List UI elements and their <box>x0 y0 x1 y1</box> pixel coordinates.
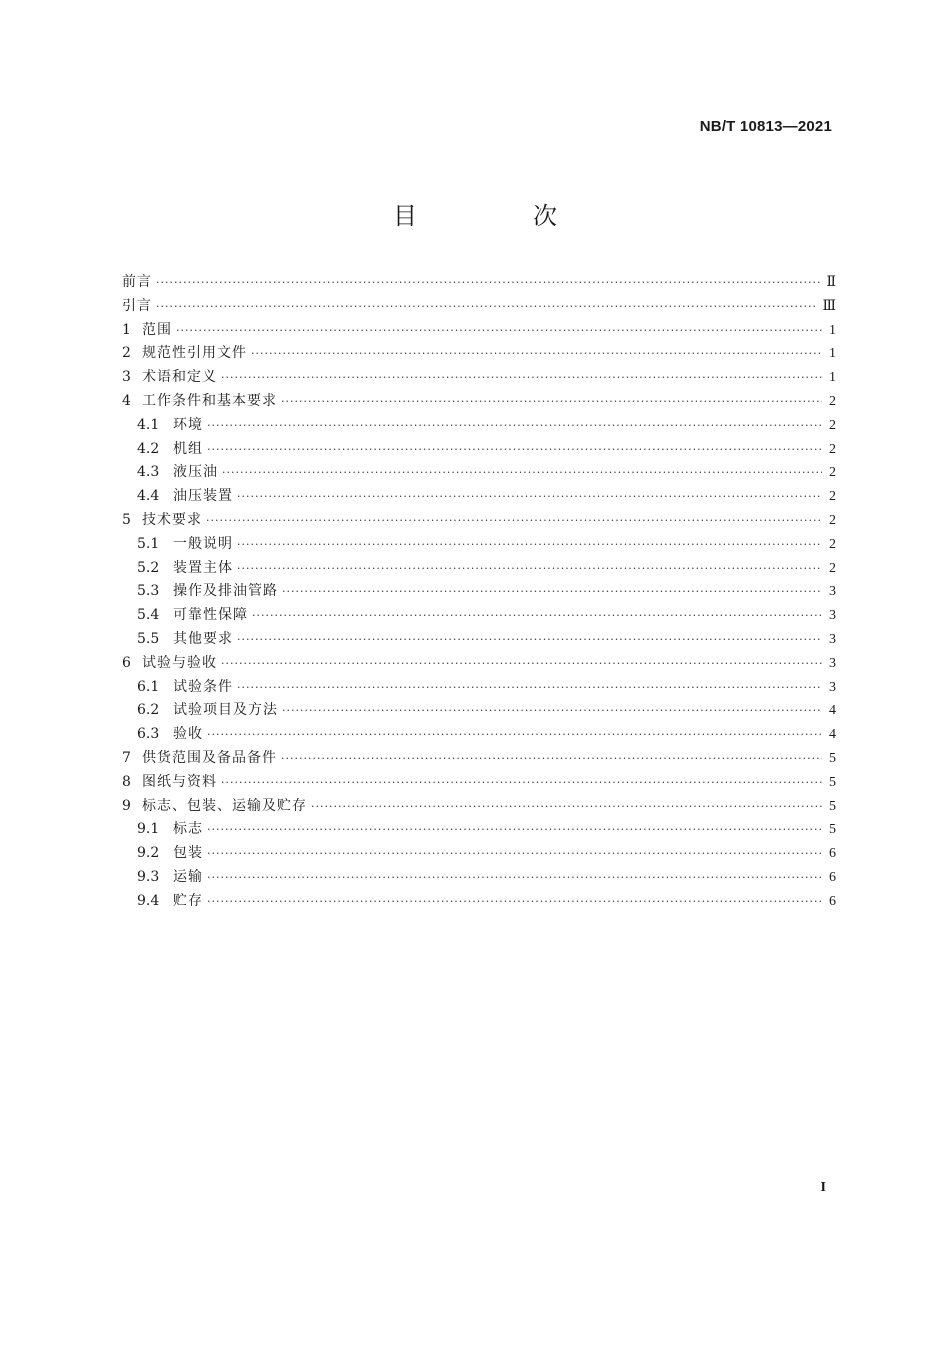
table-of-contents <box>122 271 836 914</box>
toc-entry-label: 工作条件和基本要求 <box>142 392 277 409</box>
toc-entry-page: 2 <box>829 512 836 528</box>
toc-entry[interactable] <box>122 795 836 819</box>
toc-entry-number: 1 <box>122 321 131 338</box>
toc-entry[interactable] <box>122 628 836 652</box>
toc-entry-number: 5.1 <box>137 535 160 552</box>
toc-entry-number: 8 <box>122 773 131 790</box>
toc-entry-page: 6 <box>829 846 836 862</box>
toc-entry-number: 6 <box>122 654 131 671</box>
toc-dot-leader <box>251 342 822 366</box>
toc-entry[interactable] <box>122 366 836 390</box>
toc-entry[interactable] <box>122 390 836 414</box>
toc-entry-page: 2 <box>829 489 836 505</box>
toc-entry-page: 4 <box>829 703 836 719</box>
toc-entry-page: 3 <box>829 679 836 695</box>
toc-entry-page: 4 <box>829 727 836 743</box>
toc-entry-number: 5.5 <box>137 630 160 647</box>
toc-entry[interactable] <box>122 676 836 700</box>
toc-entry-number: 4.2 <box>137 440 160 457</box>
toc-entry[interactable] <box>122 342 836 366</box>
toc-entry[interactable] <box>122 723 836 747</box>
toc-entry-page: 2 <box>829 465 836 481</box>
toc-entry-label: 术语和定义 <box>142 369 217 386</box>
toc-entry-number: 9 <box>122 797 131 814</box>
toc-entry-number: 5.2 <box>137 559 160 576</box>
toc-entry-label: 引言 <box>122 297 152 314</box>
toc-entry-page: 2 <box>829 560 836 576</box>
toc-entry-number: 5.4 <box>137 607 160 624</box>
toc-entry-number: 9.1 <box>137 821 160 838</box>
toc-entry-number: 7 <box>122 749 131 766</box>
toc-entry-label: 规范性引用文件 <box>142 345 247 362</box>
toc-entry-label: 标志、包装、运输及贮存 <box>142 797 307 814</box>
toc-entry-page: 5 <box>829 822 836 838</box>
toc-entry-label: 贮存 <box>173 892 203 909</box>
toc-dot-leader <box>237 628 822 652</box>
toc-entry-label: 装置主体 <box>173 559 233 576</box>
toc-entry-page: 2 <box>829 417 836 433</box>
toc-dot-leader <box>311 795 822 819</box>
toc-entry[interactable] <box>122 509 836 533</box>
toc-entry-label: 油压装置 <box>173 488 233 505</box>
toc-entry[interactable] <box>122 271 836 295</box>
toc-entry[interactable] <box>122 818 836 842</box>
toc-entry[interactable] <box>122 866 836 890</box>
toc-entry-label: 一般说明 <box>173 535 233 552</box>
toc-dot-leader <box>207 414 822 438</box>
toc-entry-label: 供货范围及备品备件 <box>142 749 277 766</box>
toc-entry[interactable] <box>122 580 836 604</box>
toc-entry-page: Ⅱ <box>826 275 836 290</box>
toc-entry-number: 3 <box>122 369 131 386</box>
toc-entry[interactable] <box>122 699 836 723</box>
toc-entry-page: 3 <box>829 608 836 624</box>
page-number: I <box>820 1180 826 1195</box>
toc-entry-number: 4.3 <box>137 464 160 481</box>
toc-entry-page: 2 <box>829 393 836 409</box>
toc-entry[interactable] <box>122 842 836 866</box>
toc-entry-label: 可靠性保障 <box>173 607 248 624</box>
toc-entry-label: 试验项目及方法 <box>173 702 278 719</box>
toc-entry-page: 1 <box>829 346 836 362</box>
toc-dot-leader <box>156 271 822 295</box>
toc-entry[interactable] <box>122 771 836 795</box>
toc-entry-number: 9.4 <box>137 892 160 909</box>
toc-entry[interactable] <box>122 485 836 509</box>
toc-entry-page: 1 <box>829 370 836 386</box>
toc-dot-leader <box>221 771 822 795</box>
toc-dot-leader <box>237 485 822 509</box>
toc-entry-number: 9.3 <box>137 868 160 885</box>
toc-entry-number: 4.1 <box>137 416 160 433</box>
toc-entry-page: 2 <box>829 441 836 457</box>
toc-entry-number: 4.4 <box>137 488 160 505</box>
toc-entry-number: 6.1 <box>137 678 160 695</box>
toc-entry-label: 操作及排油管路 <box>173 583 278 600</box>
toc-entry-number: 6.3 <box>137 726 160 743</box>
toc-dot-leader <box>237 676 822 700</box>
toc-entry[interactable] <box>122 319 836 343</box>
toc-entry-number: 6.2 <box>137 702 160 719</box>
toc-dot-leader <box>282 699 822 723</box>
toc-dot-leader <box>221 366 822 390</box>
toc-entry[interactable] <box>122 890 836 914</box>
toc-dot-leader <box>237 533 822 557</box>
toc-dot-leader <box>176 319 822 343</box>
toc-entry-label: 标志 <box>173 821 203 838</box>
toc-entry-number: 2 <box>122 345 131 362</box>
toc-entry-label: 验收 <box>173 726 203 743</box>
toc-entry-label: 运输 <box>173 868 203 885</box>
toc-entry-page: 3 <box>829 584 836 600</box>
toc-entry-label: 试验与验收 <box>142 654 217 671</box>
toc-entry-page: 3 <box>829 631 836 647</box>
toc-entry-page: 1 <box>829 322 836 338</box>
toc-entry[interactable] <box>122 652 836 676</box>
toc-entry-page: 2 <box>829 536 836 552</box>
toc-entry[interactable] <box>122 604 836 628</box>
toc-entry-number: 5 <box>122 511 131 528</box>
page-title: 目 次 <box>393 202 603 230</box>
toc-dot-leader <box>207 890 822 914</box>
toc-entry-page: 5 <box>829 750 836 766</box>
standard-code: NB/T 10813—2021 <box>699 118 832 135</box>
toc-entry[interactable] <box>122 747 836 771</box>
toc-entry[interactable] <box>122 295 836 319</box>
toc-entry-label: 机组 <box>173 440 203 457</box>
toc-dot-leader <box>221 652 822 676</box>
toc-entry-page: 6 <box>829 893 836 909</box>
toc-entry-number: 4 <box>122 392 131 409</box>
toc-dot-leader <box>207 438 822 462</box>
toc-dot-leader <box>206 509 822 533</box>
toc-entry-number: 9.2 <box>137 845 160 862</box>
toc-entry-label: 范围 <box>142 321 172 338</box>
toc-entry[interactable] <box>122 533 836 557</box>
toc-entry-label: 前言 <box>122 274 152 290</box>
toc-entry-page: Ⅲ <box>822 298 836 314</box>
toc-dot-leader <box>207 842 822 866</box>
toc-dot-leader <box>207 866 822 890</box>
toc-entry-label: 技术要求 <box>142 511 202 528</box>
toc-dot-leader <box>156 295 818 319</box>
toc-entry-number: 5.3 <box>137 583 160 600</box>
toc-entry-page: 6 <box>829 869 836 885</box>
toc-entry-label: 环境 <box>173 416 203 433</box>
toc-entry-page: 5 <box>829 774 836 790</box>
toc-entry[interactable] <box>122 438 836 462</box>
toc-dot-leader <box>207 723 822 747</box>
toc-dot-leader <box>222 461 822 485</box>
toc-dot-leader <box>281 390 822 414</box>
toc-entry-label: 其他要求 <box>173 630 233 647</box>
toc-dot-leader <box>207 818 822 842</box>
toc-dot-leader <box>281 747 822 771</box>
toc-entry-page: 3 <box>829 655 836 671</box>
toc-dot-leader <box>252 604 822 628</box>
toc-entry[interactable] <box>122 557 836 581</box>
toc-entry-label: 图纸与资料 <box>142 773 217 790</box>
toc-entry-page: 5 <box>829 798 836 814</box>
toc-entry[interactable] <box>122 414 836 438</box>
toc-entry-label: 包装 <box>173 845 203 862</box>
toc-entry-label: 试验条件 <box>173 678 233 695</box>
toc-dot-leader <box>282 580 822 604</box>
toc-entry-label: 液压油 <box>173 464 218 481</box>
toc-dot-leader <box>237 557 822 581</box>
toc-entry[interactable] <box>122 461 836 485</box>
